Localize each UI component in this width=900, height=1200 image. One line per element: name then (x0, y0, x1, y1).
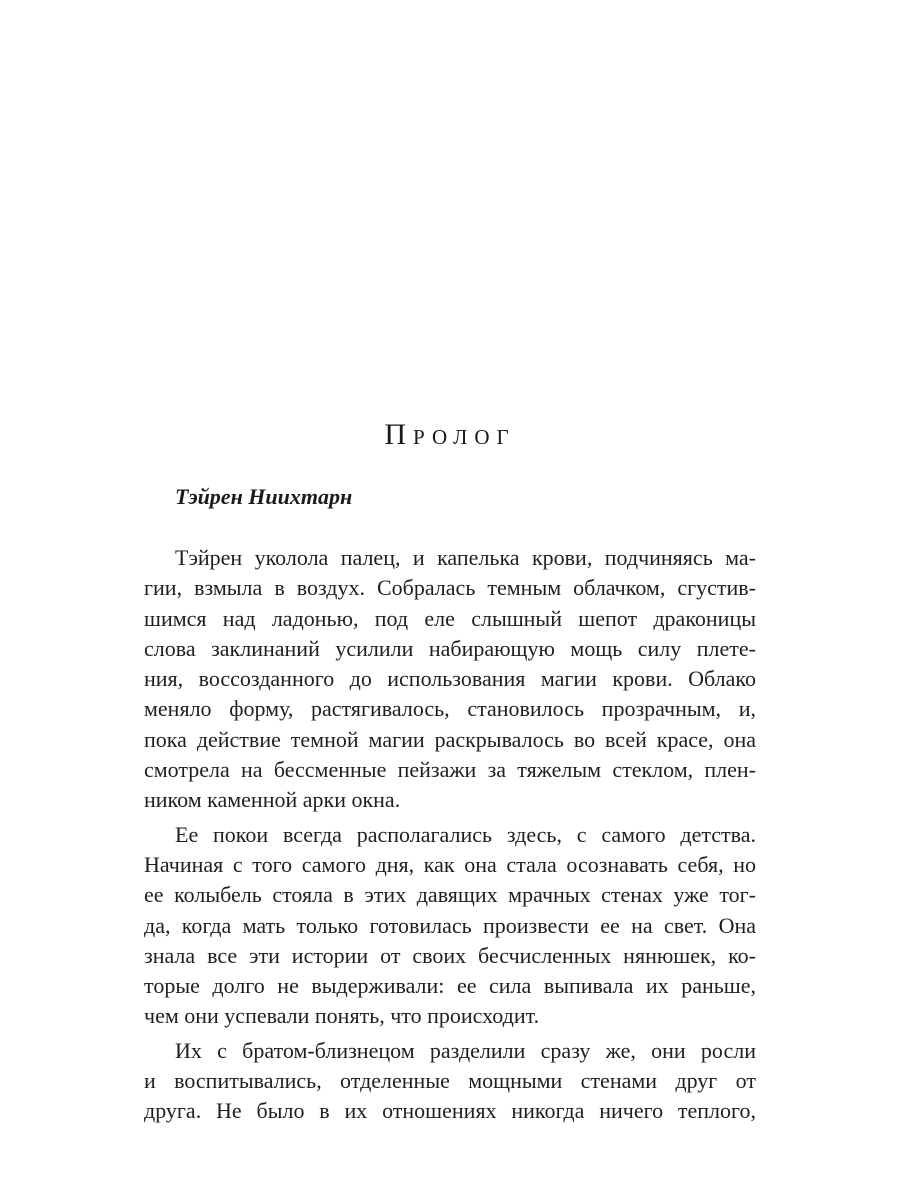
paragraph-3 (144, 1036, 756, 1127)
text-line: Их с братом-близнецом разделили сразу же, они росли (175, 1037, 756, 1063)
text-line: гии, взмыла в воздух. Собралась темным облачком, сгустив- (144, 575, 756, 601)
paragraph-2 (144, 820, 756, 1032)
text-line: чем они успевали понять, что происходит. (144, 1003, 540, 1029)
text-line: Тэйрен уколола палец, и капелька крови, подчиняясь ма- (175, 545, 756, 570)
text-line: меняло форму, растягивалось, становилось прозрачным, и, (144, 696, 756, 722)
text-line: торые долго не выдерживали: ее сила выпивала их раньше, (144, 973, 756, 999)
text-line: смотрела на бессменные пейзажи за тяжелым стеклом, плен- (144, 757, 756, 783)
text-line: ником каменной арки окна. (144, 787, 401, 813)
chapter-title: Пролог (384, 418, 516, 451)
chapter-subtitle: Тэйрен Ниихтарн (175, 484, 353, 509)
text-line: знала все эти истории от своих бесчисленных нянюшек, ко- (144, 942, 756, 968)
body-text (144, 543, 756, 1127)
text-line: пока действие темной магии раскрывалось во всей красе, она (144, 726, 756, 752)
text-line: Начиная с того самого дня, как она стала осознавать себя, но (144, 851, 756, 877)
text-line: шимся над ладонью, под еле слышный шепот драконицы (144, 605, 756, 631)
text-line: Ее покои всегда располагались здесь, с самого детства. (175, 821, 756, 847)
text-line: друга. Не было в их отношениях никогда ничего теплого, (144, 1098, 756, 1124)
text-line: ния, воссозданного до использования магии крови. Облако (144, 666, 756, 692)
text-line: слова заклинаний усилили набирающую мощь силу плете- (144, 635, 756, 661)
text-line: да, когда мать только готовилась произвести ее на свет. Она (144, 912, 756, 938)
text-line: ее колыбель стояла в этих давящих мрачных стенах уже тог- (144, 882, 756, 908)
paragraph-1 (144, 543, 756, 816)
text-line: и воспитывались, отделенные мощными стенами друг от (144, 1068, 756, 1094)
